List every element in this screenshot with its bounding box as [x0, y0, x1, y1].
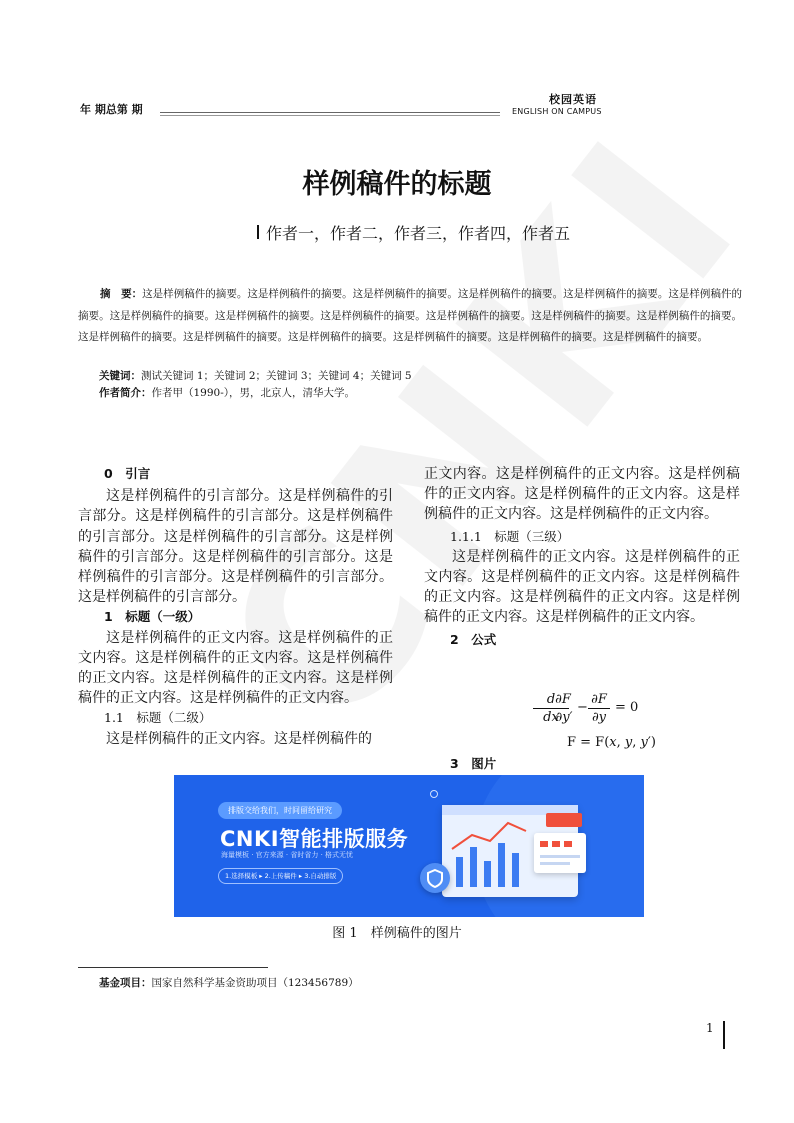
section-heading-formula: 2 公式 [450, 631, 497, 647]
abstract [78, 284, 742, 349]
intro-paragraph: 这是样例稿件的引言部分。这是样例稿件的引言部分。这是样例稿件的引言部分。这是样例稿件的引言部分。这是样例稿件的引言部分。这是样例稿件的引言部分。这是样例稿件的引言部分。这是样例稿件的引言部分。这是样例稿件的引言部分。这是样例稿件的引言部分。 [78, 488, 393, 606]
keywords-label: 关键词： [99, 370, 141, 382]
subsection-1-1-paragraph: 这是样例稿件的正文内容。这是样例稿件的 [106, 730, 372, 747]
document-card-icon [534, 833, 586, 873]
figure-section [424, 754, 740, 774]
formula-2: F = F(x, y, y′) [567, 735, 656, 750]
formula-1: d dx ∂F ∂y′ − ∂F ∂y = 0 [533, 692, 643, 732]
banner-figure [174, 775, 644, 917]
subsection-heading-1-1-1: 1.1.1 标题（三级） [450, 528, 570, 544]
fund-label: 基金项目： [99, 977, 152, 989]
left-column [78, 464, 393, 749]
bio-label: 作者简介： [99, 387, 152, 399]
fund-text: 国家自然科学基金资助项目（123456789） [151, 977, 359, 989]
abstract-label: 摘 要： [100, 288, 143, 300]
bio-text: 作者甲（1990-），男，北京人，清华大学。 [151, 387, 356, 399]
authors-marker [257, 225, 259, 239]
right-column [424, 464, 740, 650]
subsection-heading-1-1: 1.1 标题（二级） [104, 710, 212, 726]
author-bio [99, 383, 355, 405]
continued-paragraph: 正文内容。这是样例稿件的正文内容。这是样例稿件的正文内容。这是样例稿件的正文内容。这是样例稿件的正文内容。这是样例稿件的正文内容。 [424, 466, 740, 523]
figure-caption: 图 1 样例稿件的图片 [332, 926, 462, 941]
step-2: 2.上传稿件 [264, 872, 297, 880]
journal-name-english: ENGLISH ON CAMPUS [512, 107, 602, 116]
step-1: 1.选择模板 [225, 872, 258, 880]
author-list: 作者一，作者二，作者三，作者四，作者五 [266, 224, 571, 243]
page-number-bar [723, 1021, 725, 1049]
section-1-paragraph: 这是样例稿件的正文内容。这是样例稿件的正文内容。这是样例稿件的正文内容。这是样例稿件的正文内容。这是样例稿件的正文内容。这是样例稿件的正文内容。这是样例稿件的正文内容。 [78, 629, 393, 707]
sparkle-icon [430, 790, 438, 798]
banner-steps: 1.选择模板 ▸ 2.上传稿件 ▸ 3.自动排版 [218, 868, 343, 884]
subsection-1-1-1-paragraph: 这是样例稿件的正文内容。这是样例稿件的正文内容。这是样例稿件的正文内容。这是样例稿件的正文内容。这是样例稿件的正文内容。这是样例稿件的正文内容。这是样例稿件的正文内容。 [424, 548, 740, 626]
funding-note [99, 975, 359, 990]
banner-tag: 排版交给我们，时间留给研究 [218, 802, 342, 819]
paper-title: 样例稿件的标题 [302, 169, 492, 200]
header-rule-thin [160, 115, 500, 116]
journal-name: 校园英语 [549, 93, 597, 106]
red-card-icon [546, 813, 582, 827]
journal-issue: 年 期总第 期 [80, 103, 143, 116]
shield-icon [420, 863, 450, 893]
section-heading-figure: 3 图片 [450, 756, 497, 771]
keywords-text: 测试关键词 1；关键词 2；关键词 3；关键词 4；关键词 5 [141, 370, 412, 382]
header-rule [160, 112, 500, 113]
section-heading-1: 1 标题（一级） [104, 609, 201, 625]
step-3: 3.自动排版 [304, 872, 337, 880]
page-number: 1 [706, 1021, 714, 1035]
abstract-text: 这是样例稿件的摘要。这是样例稿件的摘要。这是样例稿件的摘要。这是样例稿件的摘要。这是样例稿件的摘要。这是样例稿件的摘要。这是样例稿件的摘要。这是样例稿件的摘要。这是样例稿件的摘要。这是样例稿件的摘要。这是样例稿件的摘要。这是样例稿件的摘要。这是样例稿件的摘要。这是样例稿件的摘要。这是样例稿件的摘要。这是样例稿件的摘要。这是样例稿件的摘要。这是样例稿件的摘要。 [78, 288, 742, 343]
banner-subline: 海量模板 · 官方来源 · 省时省力 · 格式无忧 [221, 851, 354, 859]
banner-headline: CNKI智能排版服务 [220, 827, 409, 851]
section-heading-intro: 0 引言 [104, 466, 151, 481]
footnote-rule [78, 967, 268, 968]
